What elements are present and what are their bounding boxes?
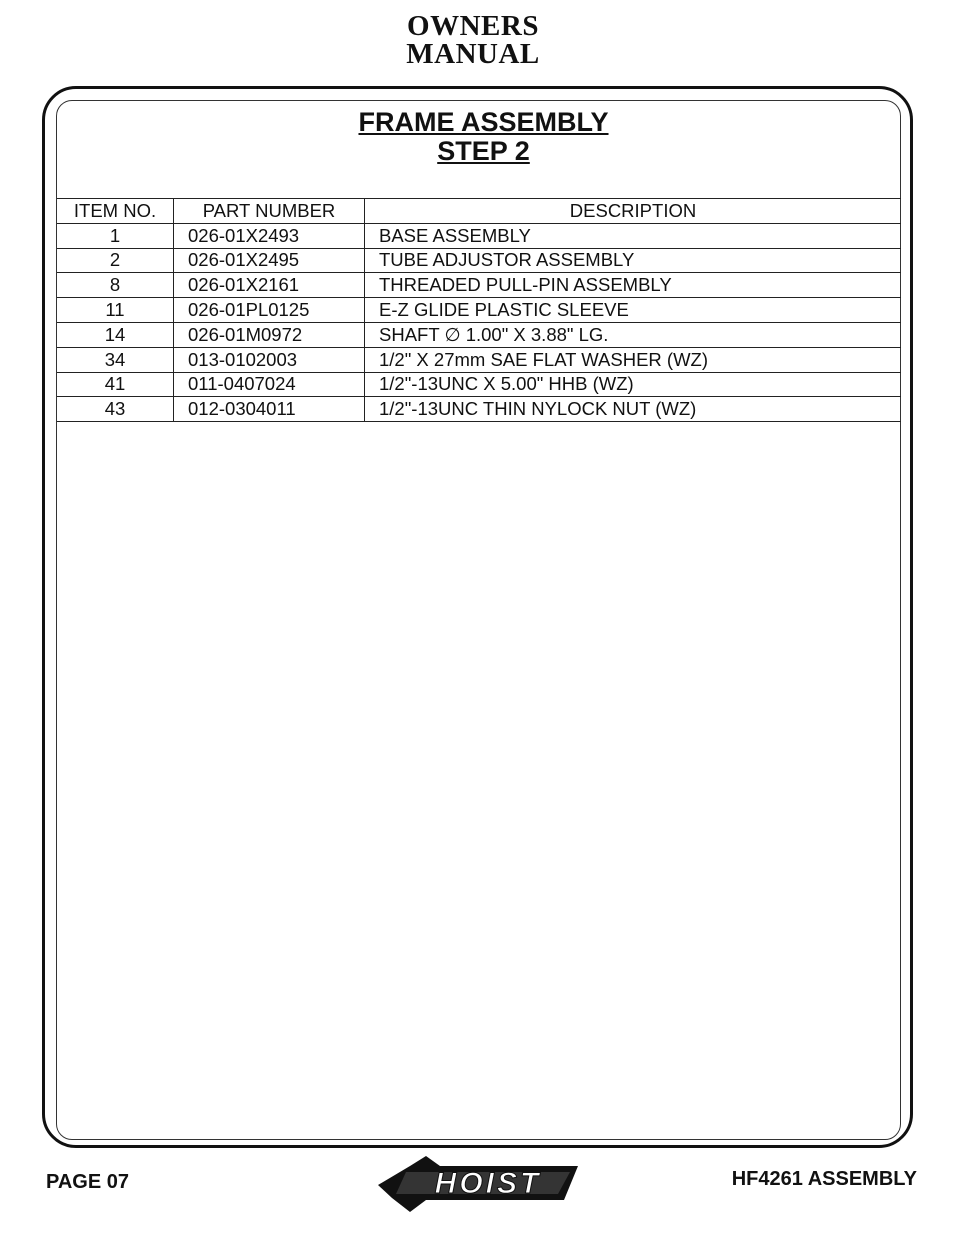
- description-cell: BASE ASSEMBLY: [365, 223, 902, 248]
- part-number-cell: 026-01PL0125: [174, 298, 365, 323]
- hoist-logo: [370, 1152, 586, 1214]
- item-no-cell: 1: [57, 223, 174, 248]
- description-cell: THREADED PULL-PIN ASSEMBLY: [365, 273, 902, 298]
- item-no-cell: 41: [57, 372, 174, 397]
- description-cell: 1/2" X 27mm SAE FLAT WASHER (WZ): [365, 347, 902, 372]
- table-row: [57, 273, 901, 298]
- table-header-row: [57, 199, 901, 224]
- table-row: [57, 248, 901, 273]
- header-line-2: MANUAL: [406, 38, 540, 70]
- description-cell: 1/2"-13UNC X 5.00" HHB (WZ): [365, 372, 902, 397]
- part-number-cell: 026-01X2495: [174, 248, 365, 273]
- part-number-cell: 012-0304011: [174, 397, 365, 422]
- part-number-cell: 011-0407024: [174, 372, 365, 397]
- part-number-cell: 013-0102003: [174, 347, 365, 372]
- table-row: [57, 223, 901, 248]
- item-no-cell: 2: [57, 248, 174, 273]
- header-part-number: PART NUMBER: [174, 199, 365, 224]
- part-number-cell: 026-01X2493: [174, 223, 365, 248]
- description-cell: E-Z GLIDE PLASTIC SLEEVE: [365, 298, 902, 323]
- item-no-cell: 43: [57, 397, 174, 422]
- description-cell: SHAFT ∅ 1.00" X 3.88" LG.: [365, 322, 902, 347]
- header-line-1: OWNERS: [407, 10, 539, 42]
- item-no-cell: 34: [57, 347, 174, 372]
- section-subtitle: STEP 2: [437, 136, 530, 166]
- table-row: [57, 298, 901, 323]
- page-number: PAGE 07: [46, 1171, 129, 1193]
- model-label: HF4261 ASSEMBLY: [731, 1168, 917, 1190]
- logo-text: HOIST: [434, 1167, 542, 1200]
- table-row: [57, 347, 901, 372]
- part-number-cell: 026-01X2161: [174, 273, 365, 298]
- table-row: [57, 372, 901, 397]
- section-title: FRAME ASSEMBLY: [358, 107, 609, 137]
- table-row: [57, 397, 901, 422]
- item-no-cell: 14: [57, 322, 174, 347]
- parts-table: [57, 198, 901, 422]
- header-item-no: ITEM NO.: [57, 199, 174, 224]
- manual-header: [0, 12, 946, 68]
- table-row: [57, 322, 901, 347]
- item-no-cell: 11: [57, 298, 174, 323]
- header-description: DESCRIPTION: [365, 199, 902, 224]
- part-number-cell: 026-01M0972: [174, 322, 365, 347]
- description-cell: TUBE ADJUSTOR ASSEMBLY: [365, 248, 902, 273]
- section-heading: [56, 108, 911, 166]
- item-no-cell: 8: [57, 273, 174, 298]
- description-cell: 1/2"-13UNC THIN NYLOCK NUT (WZ): [365, 397, 902, 422]
